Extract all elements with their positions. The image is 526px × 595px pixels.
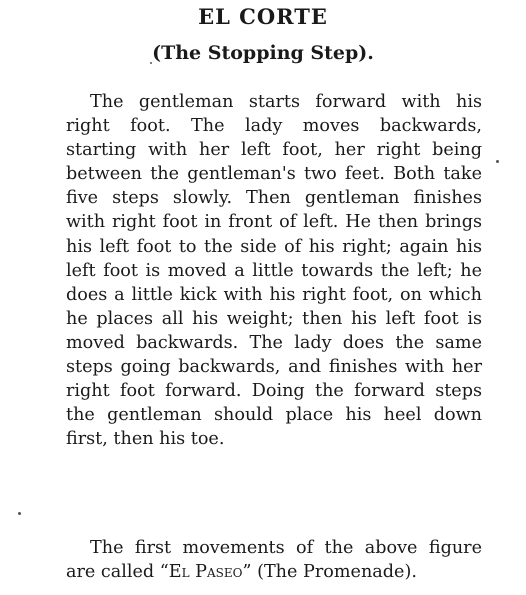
paragraph-2-text-a: The first movements of the above figure are called “ [66,538,482,583]
paragraph-1: The gentleman starts forward with his right foot. The lady moves backwards, starting with her left foot, her right being between the gentleman's two feet. Both take five steps slowly. Then gentleman finishes with right foot in front of left. He then brings his left foot to the side of his right; again his left foot is moved a little towards the left; he does a little kick with his right foot, on which he places all his weight; then his left foot is moved backwards. The lady does the same steps going backwards, and finishes with her right foot forward. Doing the forward steps the gentleman should place his heel down first, then his toe. [66,92,482,450]
print-speck [496,160,499,163]
print-speck [150,62,152,64]
paragraph-2-name: El Paseo [168,562,243,583]
paragraph-2 [66,536,482,584]
page-subtitle: (The Stopping Step). [152,42,374,64]
page-title: EL CORTE [198,4,328,29]
print-speck [18,512,21,515]
paragraph-2-text-b: ” (The Promenade). [242,562,417,583]
